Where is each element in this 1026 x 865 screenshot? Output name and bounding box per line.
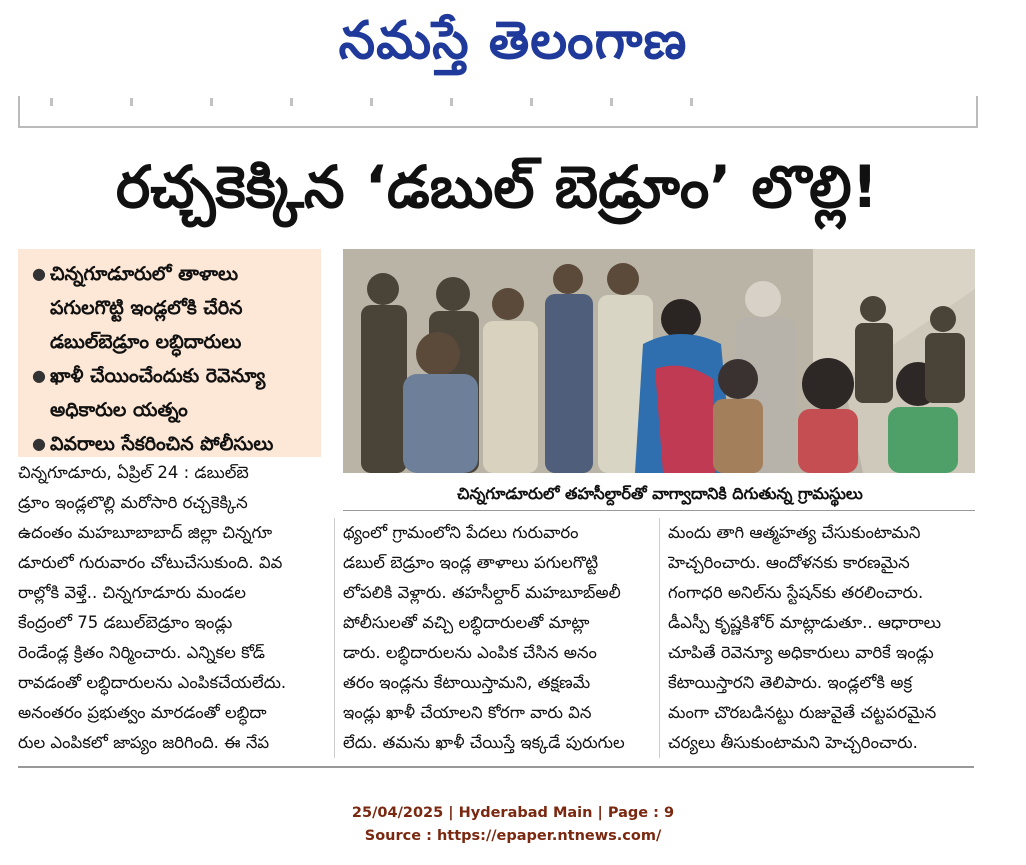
text-line: చూపితే రెవెన్యూ అధికారులు వారికే ఇండ్లు xyxy=(668,643,934,662)
bullet-icon: ● xyxy=(32,264,46,283)
text-line: రాల్లోకి వెళ్తే.. చిన్నగూడూరు మండల xyxy=(18,583,246,602)
text-line: అనంతరం ప్రభుత్వం మారడంతో లబ్ధిదా xyxy=(18,703,267,722)
text-line: గంగాధరి అనిల్‌ను స్టేషన్‌కు తరలించారు. xyxy=(668,583,924,602)
footer-date-edition: 25/04/2025 | Hyderabad Main | Page : 9 xyxy=(351,805,675,821)
text-line: రావడంతో లబ్ధిదారులను ఎంపికచేయలేదు. xyxy=(18,673,287,692)
text-line: కేంద్రంలో 75 డబుల్‌బెడ్రూం ఇండ్లు xyxy=(18,613,233,632)
news-photo xyxy=(343,249,975,473)
text-line: లోపలికి వెళ్లారు. తహసీల్దార్ మహబూబ్‌అలీ xyxy=(343,583,621,602)
text-line: పోలీసులతో వచ్చి లబ్ధిదారులతో మాట్లా xyxy=(343,613,590,632)
footer-source: Source : https://epaper.ntnews.com/ xyxy=(364,828,662,844)
highlights-box xyxy=(18,249,321,457)
page-footer xyxy=(0,802,1026,848)
text-line: డ్రూం ఇండ్లలొల్లి మరోసారి రచ్చకెక్కిన xyxy=(18,493,248,512)
bullet-icon: ● xyxy=(32,434,46,453)
text-line: ఉదంతం మహబూబాబాద్ జిల్లా చిన్నగూ xyxy=(18,523,273,542)
top-strip xyxy=(18,96,978,128)
caption-divider xyxy=(343,510,975,511)
column-divider xyxy=(334,518,335,758)
bottom-divider xyxy=(18,766,974,768)
text-line: థ్యంలో గ్రామంలోని పేదలు గురువారం xyxy=(343,523,579,542)
text-line: కేటాయిస్తారని తెలిపారు. ఇండ్లలోకి అక్ర xyxy=(668,673,913,692)
text-line: రెండేండ్ల క్రితం నిర్మించారు. ఎన్నికల కోడ్ xyxy=(18,643,265,662)
text-line: మందు తాగి ఆత్మహత్య చేసుకుంటామని xyxy=(668,523,921,542)
text-line: చర్యలు తీసుకుంటామని హెచ్చరించారు. xyxy=(668,733,918,752)
column-divider xyxy=(659,518,660,758)
highlight-item: ● చిన్నగూడూరులో తాళాలు పగులగొట్టి ఇండ్లలోకి చేరిన డబుల్‌బెడ్రూం లబ్ధిదారులు xyxy=(32,257,313,359)
text-line: డారు. లబ్ధిదారులను ఎంపిక చేసిన అనం xyxy=(343,643,597,662)
article-column-2 xyxy=(343,518,651,758)
text-line: హెచ్చరించారు. ఆందోళనకు కారణమైన xyxy=(668,553,910,572)
bullet-icon: ● xyxy=(32,366,46,385)
article-column-1 xyxy=(18,458,324,758)
text-line: డీఎస్పీ కృష్ణకిశోర్ మాట్లాడుతూ.. ఆధారాలు xyxy=(668,613,942,632)
photo-caption: చిన్నగూడూరులో తహసీల్దార్‌తో వాగ్వాదానికి దిగుతున్న గ్రామస్థులు xyxy=(457,484,863,503)
text-line: లేదు. తమను ఖాళీ చేయిస్తే ఇక్కడే పురుగుల xyxy=(343,733,625,752)
text-line: ఇండ్లు ఖాళీ చేయాలని కోరగా వారు విన xyxy=(343,703,592,722)
article-column-3 xyxy=(668,518,974,758)
text-line: డబుల్ బెడ్రూం ఇండ్ల తాళాలు పగులగొట్టి xyxy=(343,553,599,572)
text-line: తరం ఇండ్లను కేటాయిస్తామని, తక్షణమే xyxy=(343,673,591,692)
highlight-item: ● వివరాలు సేకరించిన పోలీసులు xyxy=(32,427,313,461)
text-line: రుల ఎంపికలో జాప్యం జరిగింది. ఈ నేప xyxy=(18,733,270,752)
text-line: మంగా చొరబడినట్టు రుజువైతే చట్టపరమైన xyxy=(668,703,937,722)
text-line: డూరులో గురువారం చోటుచేసుకుంది. వివ xyxy=(18,553,283,572)
text-line: చిన్నగూడూరు, ఏప్రిల్ 24 : డబుల్‌బె xyxy=(18,463,249,482)
highlight-item: ● ఖాళీ చేయించేందుకు రెవెన్యూ అధికారుల యత్నం xyxy=(32,359,313,427)
masthead-logo: నమస్తే తెలంగాణ xyxy=(338,10,688,71)
article-headline: రచ్చకెక్కిన ‘డబుల్ బెడ్రూం’ లొల్లి! xyxy=(115,153,879,221)
